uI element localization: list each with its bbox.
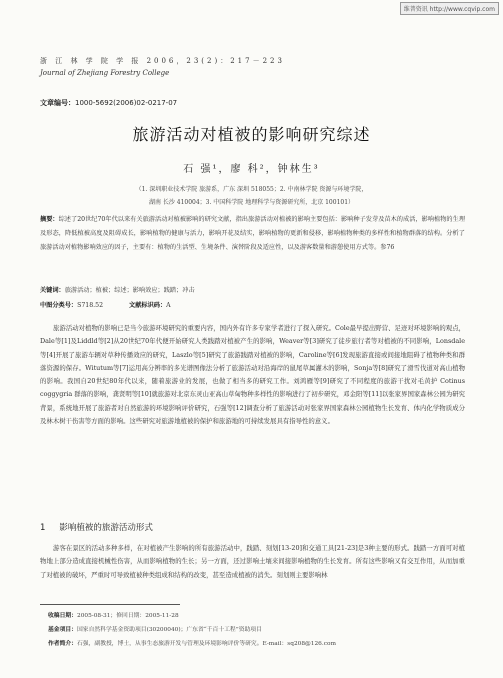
journal-header-en: Journal of Zhejiang Forestry College: [40, 69, 170, 77]
footnote-author-bio: [48, 638, 478, 647]
watermark-stamp: 维普资讯 http://www.cqvip.com: [400, 2, 499, 15]
affiliation-line-2: 湖南 长沙 410004；3. 中国科学院 地理科学与资源研究所，北京 100101）: [148, 199, 355, 206]
abstract-label: 摘要：: [40, 216, 59, 223]
footnote-label: 作者简介：: [48, 641, 77, 647]
abstract: [40, 213, 465, 254]
footnote-text: 2005-08-31；修回日期：2005-11-28: [77, 613, 179, 619]
footnote-rule: [40, 604, 180, 605]
section-heading: [40, 521, 167, 533]
keywords-text: 旅游活动；植被；综述；影响效应；践踏；冲击: [64, 287, 195, 294]
footnote-label: 收稿日期：: [48, 613, 77, 619]
clc-value: S718.52: [77, 302, 104, 309]
classification: [40, 300, 465, 309]
abstract-text: 综述了20世纪70年代以来有关旅游活动对植被影响的研究文献，指出旅游活动对植被的影响主要包括：影响种子发芽及苗木的成活，影响植物的生理及形态，降低植被高度及阻碍成长，影响植物的健康与活力，影响开花及结实，影响植物的更新和侵移，影响植物种类的多样性和植物群落的结构。分析了旅游活动对植物影响效应的因子，主要有：植物的生活型、生境条件、演替阶段及适应性，以及游客数量和游憩使用方式等。参76: [40, 216, 466, 251]
footnote-text: 国家自然科学基金资助项目(30200040)；广东省“千百十工程”资助项目: [77, 627, 262, 633]
intro-section: [40, 322, 465, 428]
journal-header-cn: 浙 江 林 学 院 学 报 2006，23(2)：217－223: [40, 57, 285, 65]
footnote-funding: [48, 624, 478, 633]
section-body: [40, 542, 465, 582]
author-list: 石 强¹，廖 科²，钟林生³: [183, 164, 320, 175]
intro-paragraph: 旅游活动对植物的影响已是当今旅游环境研究的重要内容，国内外有许多专家学者进行了探入研究。Cole最早提出野营、足迹对环境影响的观点，Dale等[1]及Liddld等[2]从20世纪70年代便开始研究人类践踏对植被产生的影响，Weaver等[3]研究了徒步旅行者等对植被的不同影响，Lonsdale等[4]开展了旅游车辆对草种传播效应的研究，Laszlo等[5]研究了旅游践踏对植被的影响，Caroline等[6]发现旅游直接或间接地阻碍了植物种类和群落资源的保存。Witutum等[7]运用高分辨率的多光谱图像法分析了旅游活动对沿海岸的鼠尾草属灌木的影响，Sonja等[8]研究了滑雪伐道对高山植物的影响。我国自20世纪80年代以来，随着旅游业的发展，也做了相当多的研究工作。刘鸿雁等[9]研究了不同程度的旅游干扰对毛黄护 Cotinus coggygria 群落的影响，龚贤明等[10]就旅游对北京东灵山亚高山草甸物种多样性的影响进行了初步研究，邓金阳等[11]以张家界国家森林公园为研究背景，系统地开展了旅游者对自然旅游的环境影响评价研究，石强等[12]调查分析了旅游活动对张家界国家森林公园植物生长发育、体内化学物质成分及林木树干伤害等方面的影响。这些研究对旅游地植被的保护和旅游地的可持续发展具有指导性的意义。: [40, 324, 465, 426]
section-number: 1: [40, 523, 46, 533]
article-number-label: 文章编号：: [40, 99, 75, 107]
footnote-received: [48, 610, 478, 619]
article-number-value: 1000-5692(2006)02-0217-07: [75, 99, 178, 107]
affiliation-line-1: （1. 深圳职业技术学院 旅游系，广东 深圳 518055；2. 中南林学院 资源与环境学院，: [135, 186, 368, 193]
paper-title: 旅游活动对植被的影响研究综述: [132, 125, 371, 144]
footnote-text: 石强，副教授，博士，从事生态旅游开发与管理及环境影响评价等研究。E-mail：sq208@126.com: [77, 641, 336, 647]
section-paragraph: 游客在景区的活动多种多样，在对植被产生影响的所有旅游活动中，践踏、刻划[13-20]和交通工具[21-23]是3种主要的形式。践踏一方面可对植物地上部分造成直接机械性伤害，从而影响植物的生长；另一方面，还过影响土壤来间接影响植物的生长发育。所有这些影响又有交互作用，从而加重了对植被的破坏，严重时可导致植被种类组成和结构的改变，甚至造成植被的消失。刻划则主要影响林: [40, 544, 465, 579]
keywords-label: 关键词：: [40, 287, 65, 294]
section-title: 影响植被的旅游活动形式: [59, 523, 153, 533]
clc-label: 中图分类号：: [40, 302, 78, 309]
doc-code-value: A: [166, 302, 171, 309]
keywords: [40, 285, 465, 294]
footnote-label: 基金项目：: [48, 627, 77, 633]
doc-code-label: 文献标识码：: [129, 302, 167, 309]
article-number: [40, 98, 177, 108]
